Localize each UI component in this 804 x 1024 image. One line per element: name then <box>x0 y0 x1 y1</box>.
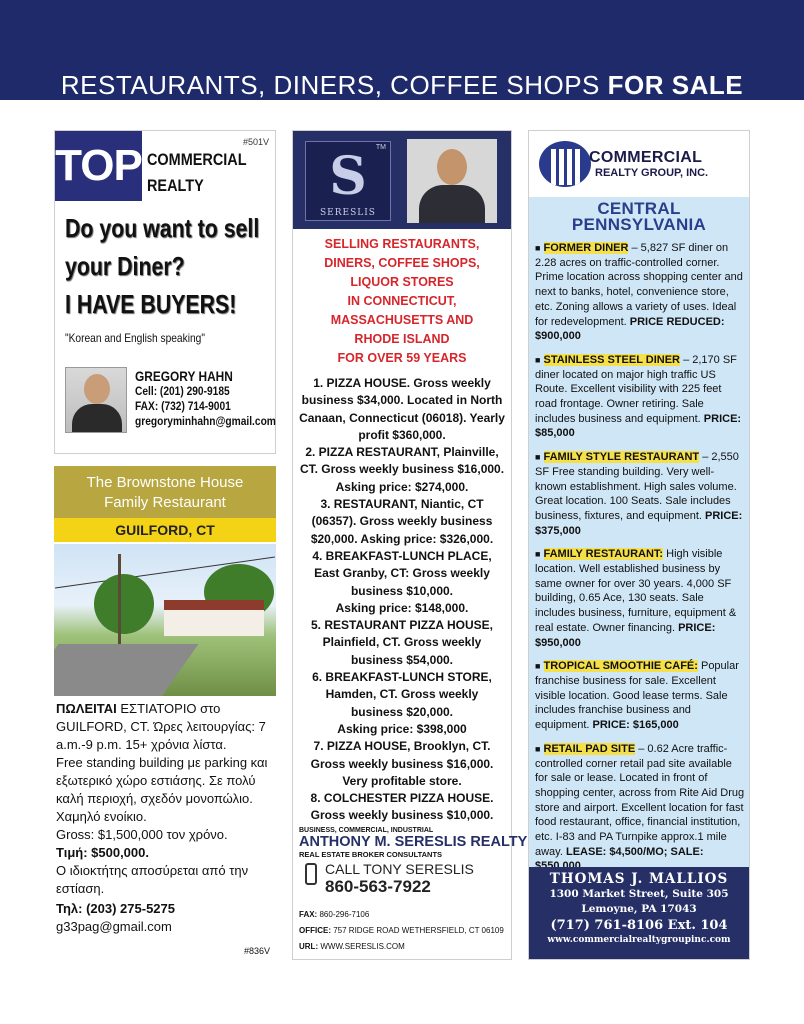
list-item: 3. RESTAURANT, Niantic, CT (06357). Gross weekly business $20,000. Asking price: $326,000. <box>310 497 494 546</box>
list-item <box>535 353 745 441</box>
building-logo-icon <box>539 141 591 187</box>
logo-name: SERESLIS <box>320 208 376 218</box>
description-1: ΕΣΤΙΑΤΟΡΙΟ στο GUILFORD, CT. Ώρες λειτουργίας: 7 a.m.-9 p.m. 15+ χρόνια λίστα. <box>56 701 266 752</box>
ad-headline <box>65 209 260 323</box>
ad-commercial-realty-group <box>528 130 750 960</box>
price: Τιμή: $500,000. <box>56 845 149 860</box>
listing-price: PRICE REDUCED: $900,000 <box>535 315 725 343</box>
ad-brownstone-house <box>54 466 276 964</box>
crg-logo <box>529 131 749 197</box>
website-link[interactable]: www.commercialrealtygroupinc.com <box>547 935 731 945</box>
sereslis-contact <box>299 827 528 957</box>
company-subtitle: REAL ESTATE BROKER CONSULTANTS <box>299 850 443 859</box>
list-item: 8. COLCHESTER PIZZA HOUSE. Gross weekly business $10,000. <box>310 791 494 823</box>
description-2: Free standing building με parking και εξωτερικό χώρο εστιάσης. Σε πολύ καλή περιοχή, σχεδόν μονοπώλιο. Χαμηλό ενοίκιο. <box>56 755 268 824</box>
listing-title: RETAIL PAD SITE <box>543 742 636 755</box>
trademark: TM <box>375 144 386 151</box>
listing-title: TROPICAL SMOOTHIE CAFÉ: <box>543 660 698 673</box>
logo-line-1: COMMERCIAL <box>589 149 703 166</box>
title-regular: RESTAURANTS, DINERS, COFFEE SHOPS <box>60 70 600 100</box>
logo-letter: S <box>329 146 367 207</box>
list-item: 4. BREAKFAST-LUNCH PLACE, East Granby, CT: Gross weekly business $10,000. <box>312 548 492 598</box>
region-line-2: PENNSYLVANIA <box>571 215 707 234</box>
tagline-line: LIQUOR STORES <box>350 275 454 289</box>
phone-number[interactable]: (717) 761-8106 Ext. 104 <box>550 918 728 933</box>
ad-top-commercial-realty <box>54 130 276 454</box>
listing-price: PRICE: $85,000 <box>535 412 742 440</box>
bullet-icon: ■ <box>535 661 541 672</box>
for-sale-label: ΠΩΛΕΙΤΑΙ <box>56 701 117 716</box>
brownstone-description <box>56 700 274 936</box>
top-logo: TOP <box>55 131 142 201</box>
list-item <box>535 547 745 650</box>
fax-label: FAX: <box>299 910 318 919</box>
listing-price: PRICE: $375,000 <box>535 509 743 537</box>
sereslis-header <box>293 131 511 229</box>
logo-line-2: REALTY <box>147 176 204 195</box>
broker-photo <box>407 139 497 223</box>
sereslis-listings <box>299 375 505 825</box>
office-address: 757 RIDGE ROAD WETHERSFIELD, CT 06109 <box>333 926 504 935</box>
list-item <box>535 659 745 733</box>
tagline-line: MASSACHUSETTS AND <box>330 313 474 327</box>
listing-title: STAINLESS STEEL DINER <box>543 353 681 366</box>
agent-email: gregoryminhahn@gmail.com <box>135 414 276 428</box>
list-item <box>535 450 745 538</box>
listing-price: LEASE: $4,500/MO; SALE: <box>565 845 704 858</box>
page-title <box>0 70 804 101</box>
listing-title: FAMILY RESTAURANT: <box>543 548 664 561</box>
listing-price: PRICE: $950,000 <box>535 621 716 649</box>
brownstone-location: GUILFORD, CT <box>54 518 276 542</box>
bullet-icon: ■ <box>535 743 541 754</box>
sereslis-logo <box>305 141 391 221</box>
company-name: ANTHONY M. SERESLIS REALTY <box>299 834 528 850</box>
logo-line-2: REALTY GROUP, INC. <box>595 167 709 179</box>
website-link[interactable]: WWW.SERESLIS.COM <box>320 942 405 951</box>
list-item: Asking price: $398,000 <box>337 721 467 736</box>
crg-contact <box>529 867 749 959</box>
address-line-1: 1300 Market Street, Suite 305 <box>549 888 729 900</box>
bullet-icon: ■ <box>535 243 541 253</box>
agent-photo <box>65 367 127 433</box>
bullet-icon: ■ <box>535 354 541 365</box>
title-line-1: The Brownstone House <box>86 474 244 491</box>
list-item <box>535 742 745 874</box>
top-logo-text <box>147 147 247 199</box>
agent-contact <box>135 369 276 429</box>
list-item: 2. PIZZA RESTAURANT, Plainville, CT. Gross weekly business $16,000. Asking price: $274,000. <box>299 445 505 494</box>
phone: Τηλ: (203) 275-5275 <box>56 901 175 916</box>
tagline-line: IN CONNECTICUT, <box>347 294 457 308</box>
list-item: 6. BREAKFAST-LUNCH STORE, Hamden, CT. Gross weekly business $20,000. <box>312 670 492 719</box>
gross-sales: Gross: $1,500,000 τον χρόνο. <box>56 827 228 842</box>
agent-fax: FAX: (732) 714-9001 <box>135 399 231 413</box>
listing-price: PRICE: $165,000 <box>592 719 679 732</box>
listing-text: – 5,827 SF diner on 2.28 acres on traffic-controlled corner. Prime location across shopping center and next to banks, hotel, convenience store, etc. Zoning allows a variety of uses. Ideal for redevelopment. <box>535 242 743 328</box>
list-item: 1. PIZZA HOUSE. Gross weekly business $34,000. Located in North Canaan, Connecticut (06018). Yearly profit $360,000. <box>299 376 505 442</box>
brownstone-title <box>54 466 276 518</box>
bullet-icon: ■ <box>535 452 541 463</box>
restaurant-photo <box>54 544 276 696</box>
call-label: CALL TONY SERESLIS <box>325 861 474 877</box>
headline-line-1: Do you want to sell <box>65 213 260 243</box>
fax-number: 860-296-7106 <box>319 910 370 919</box>
list-item <box>535 241 745 344</box>
tagline-line: DINERS, COFFEE SHOPS, <box>324 256 480 270</box>
listing-text: High visible location. Well established business by same owner for over 30 years. 4,000 SF building, 0.65 Ace, 130 seats. Sale includes business, furniture, equipment & real estate. Owner financing. <box>535 548 737 634</box>
ad-code: #836V <box>243 946 270 956</box>
crg-listings <box>535 241 745 883</box>
list-item: 5. RESTAURANT PIZZA HOUSE, Plainfield, CT. Gross weekly business $54,000. <box>310 618 493 667</box>
listing-title: FAMILY STYLE RESTAURANT <box>543 451 700 464</box>
title-line-2: Family Restaurant <box>104 494 226 511</box>
office-label: OFFICE: <box>299 926 331 935</box>
sereslis-tagline <box>293 235 511 368</box>
agent-name: GREGORY HAHN <box>135 368 233 384</box>
headline-line-2: your Diner? <box>65 251 185 281</box>
listing-text: – 0.62 Acre traffic-controlled corner retail pad site available for sale or lease. Located in front of shopping center, across from Rite Aid Drug store and airport. Excellent location for fast food restaurant, office, financial institution, etc. I-83 and PA Turnpike approx.1 mile away. <box>535 742 745 858</box>
logo-line-1: COMMERCIAL <box>147 150 247 169</box>
tagline-line: FOR OVER 59 YEARS <box>337 351 467 365</box>
ad-code: #501V <box>242 137 269 147</box>
region-line-1: CENTRAL <box>597 199 681 218</box>
phone-number[interactable]: 860-563-7922 <box>325 877 431 896</box>
title-bold: FOR SALE <box>607 70 744 100</box>
listing-text: – 2,170 SF diner located on major high traffic US Route. Excellent visibility with 225 feet road frontage. Owner retiring. Sale includes business and equipment. <box>535 353 737 425</box>
listing-text: Popular franchise business for sale. Excellent visible location. Good lease terms. Sale includes franchise business and equipment. <box>535 660 739 732</box>
bullet-icon: ■ <box>535 549 541 560</box>
list-item: Asking price: $148,000. <box>335 600 469 615</box>
phone-icon <box>305 863 317 885</box>
address-line-2: Lemoyne, PA 17043 <box>581 903 697 915</box>
business-types: BUSINESS, COMMERCIAL, INDUSTRIAL <box>299 827 434 834</box>
listing-text: – 2,550 SF Free standing building. Very well-known establishment. High sales volume. Great location. 100 Seats. Sale includes business, fixtures, and equipment. <box>535 451 739 522</box>
email: g33pag@gmail.com <box>56 919 172 934</box>
headline-line-3: I HAVE BUYERS! <box>65 289 237 319</box>
tagline-line: SELLING RESTAURANTS, <box>324 237 480 251</box>
list-item: 7. PIZZA HOUSE, Brooklyn, CT. Gross weekly business $16,000. Very profitable store. <box>310 739 494 788</box>
header-banner <box>0 0 804 100</box>
listing-title: FORMER DINER <box>543 242 629 254</box>
ad-sereslis-realty <box>292 130 528 960</box>
region-title <box>529 201 749 233</box>
agent-name: THOMAS J. MALLIOS <box>549 871 729 887</box>
contact-lines <box>299 907 504 955</box>
owner-note: Ο ιδιοκτήτης αποσύρεται από την εστίαση. <box>56 863 249 896</box>
language-note: "Korean and English speaking" <box>65 331 205 345</box>
tagline-line: RHODE ISLAND <box>354 332 450 346</box>
url-label: URL: <box>299 942 319 951</box>
agent-cell: Cell: (201) 290-9185 <box>135 384 230 398</box>
